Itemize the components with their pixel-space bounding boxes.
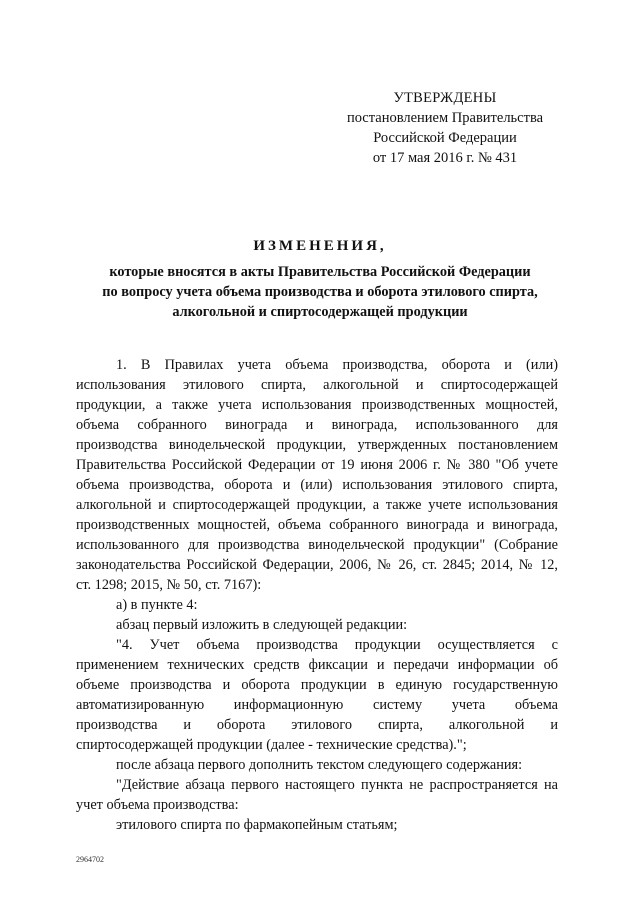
body-line: после абзаца первого дополнить текстом следующего содержания: — [116, 757, 523, 773]
body-line: производства винодельческой продукции, утвержденных постановлением — [76, 437, 558, 453]
subtitle-line: алкогольной и спиртосодержащей продукции — [172, 304, 468, 320]
document-subtitle — [60, 262, 580, 322]
body-line: спиртосодержащей продукции (далее - технические средства)."; — [76, 737, 467, 753]
body-line: 1. В Правилах учета объема производства, оборота и (или) — [116, 357, 558, 373]
document-title: ИЗМЕНЕНИЯ, — [253, 238, 387, 254]
body-line: ст. 1298; 2015, № 50, ст. 7167): — [76, 577, 262, 593]
document-body — [76, 355, 558, 835]
approval-block — [300, 88, 590, 168]
subtitle-line: по вопросу учета объема производства и оборота этилового спирта, — [102, 284, 538, 300]
body-line: производственных мощностей, объема собранного винограда и винограда, — [76, 517, 558, 533]
approval-line: Российской Федерации — [373, 130, 517, 146]
body-line: объеме производства и оборота продукции в единую государственную — [76, 677, 558, 693]
body-line: использования этилового спирта, алкогольной и спиртосодержащей — [76, 377, 558, 393]
body-line: алкогольной и спиртосодержащей продукции, а также учете использования — [76, 497, 558, 513]
approval-line: от 17 мая 2016 г. № 431 — [372, 150, 518, 166]
body-line: производства и оборота этилового спирта, алкогольной и — [76, 717, 558, 733]
subtitle-line: которые вносятся в акты Правительства Российской Федерации — [109, 264, 531, 280]
body-line: учет объема производства: — [76, 797, 239, 813]
body-line: продукции, а также учета использования производственных мощностей, — [76, 397, 558, 413]
body-line: объема производства, оборота и (или) использования этилового спирта, — [76, 477, 558, 493]
body-line: использованного для производства винодельческой продукции" (Собрание — [76, 537, 558, 553]
body-line: а) в пункте 4: — [116, 597, 198, 613]
document-code: 2964702 — [76, 855, 104, 864]
approval-title: УТВЕРЖДЕНЫ — [393, 90, 497, 106]
body-line: автоматизированную информационную систему учета объема — [76, 697, 558, 713]
body-line: Правительства Российской Федерации от 19 июня 2006 г. № 380 "Об учете — [76, 457, 558, 473]
body-line: объема собранного винограда и винограда, использованного для — [76, 417, 558, 433]
body-line: "Действие абзаца первого настоящего пункта не распространяется на — [116, 777, 558, 793]
body-line: применением технических средств фиксации и передачи информации об — [76, 657, 558, 673]
approval-line: постановлением Правительства — [346, 110, 544, 126]
body-line: этилового спирта по фармакопейным статьям; — [116, 817, 398, 833]
body-line: законодательства Российской Федерации, 2006, № 26, ст. 2845; 2014, № 12, — [76, 557, 558, 573]
body-line: "4. Учет объема производства продукции осуществляется с — [116, 637, 558, 653]
body-line: абзац первый изложить в следующей редакции: — [116, 617, 408, 633]
